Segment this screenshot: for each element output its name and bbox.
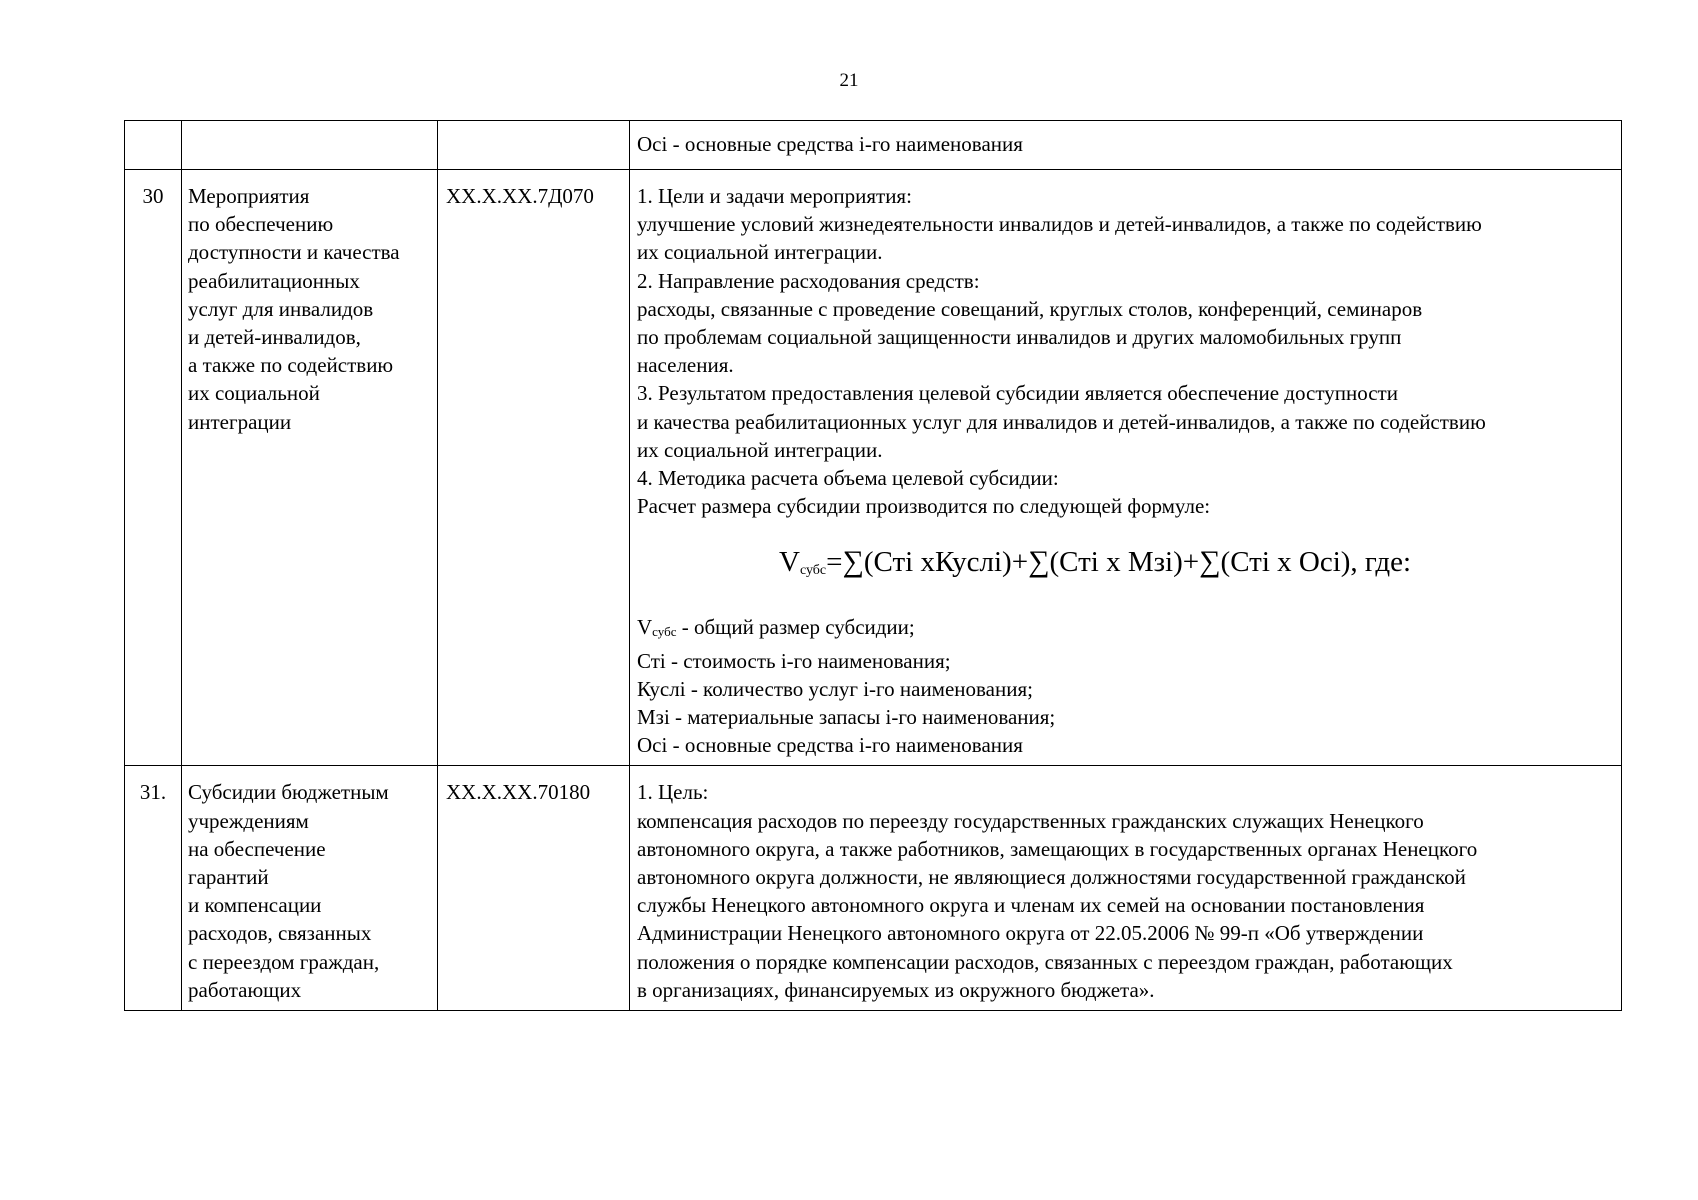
row-number-cell: 31. <box>125 766 182 1011</box>
name-line: работающих <box>188 977 302 1002</box>
description-line: их социальной интеграции. <box>637 437 883 462</box>
description-line: автономного округа должности, не являющиеся должностями государственной гражданской <box>637 865 1466 890</box>
definition-line: Куслi - количество услуг i-го наименования; <box>637 676 1033 701</box>
name-line: расходов, связанных <box>188 921 372 946</box>
description-line: 3. Результатом предоставления целевой субсидии является обеспечение доступности <box>637 381 1398 406</box>
continuation-text: Осi - основные средства i-го наименования <box>637 132 1023 156</box>
definition-v-symbol: V <box>637 615 653 640</box>
expenditure-table <box>124 120 1622 1011</box>
code-cell <box>438 121 630 170</box>
description-line: по проблемам социальной защищенности инвалидов и других маломобильных групп <box>637 325 1402 350</box>
name-line: реабилитационных <box>188 268 360 293</box>
name-line: и детей-инвалидов, <box>188 325 361 350</box>
name-line: Субсидии бюджетным <box>188 780 389 805</box>
name-cell <box>182 170 438 766</box>
description-cell <box>630 121 1622 170</box>
name-line: услуг для инвалидов <box>188 296 374 321</box>
description-line: 2. Направление расходования средств: <box>637 268 980 293</box>
row-number-cell <box>125 121 182 170</box>
description-line: расходы, связанные с проведение совещаний, круглых столов, конференций, семинаров <box>637 296 1423 321</box>
definition-v-subscript: субс <box>652 624 677 640</box>
description-line: и качества реабилитационных услуг для инвалидов и детей-инвалидов, а также по содействию <box>637 409 1486 434</box>
description-line: 1. Цель: <box>637 780 709 805</box>
sigma-symbol: ∑ <box>1199 545 1221 579</box>
name-line: и компенсации <box>188 893 322 918</box>
table-row-31 <box>125 766 1622 1011</box>
description-line: 1. Цели и задачи мероприятия: <box>637 184 912 208</box>
formula-v: V <box>779 546 800 579</box>
name-line: по обеспечению <box>188 212 334 237</box>
definition-v <box>637 613 1616 646</box>
sigma-symbol: ∑ <box>1028 545 1050 579</box>
name-cell <box>182 766 438 1011</box>
definition-line: Осi - основные средства i-го наименования <box>637 733 1023 758</box>
name-line: учреждениям <box>188 808 309 833</box>
description-line: их социальной интеграции. <box>637 240 883 265</box>
sigma-symbol: ∑ <box>842 545 864 579</box>
formula-term-1: (Стi хКуслi)+ <box>863 546 1029 579</box>
definition-line: Мзi - материальные запасы i-го наименования; <box>637 705 1056 730</box>
description-line: 4. Методика расчета объема целевой субсидии: <box>637 466 1059 491</box>
formula-term-2: (Стi х Мзi)+ <box>1049 546 1200 579</box>
description-line: компенсация расходов по переезду государственных гражданских служащих Ненецкого <box>637 808 1424 833</box>
row-number-cell: 30 <box>125 170 182 766</box>
definition-line: Стi - стоимость i-го наименования; <box>637 648 951 673</box>
description-line: Администрации Ненецкого автономного округа от 22.05.2006 № 99-п «Об утверждении <box>637 921 1424 946</box>
name-line: гарантий <box>188 865 269 890</box>
subsidy-formula <box>637 520 1616 613</box>
name-line: на обеспечение <box>188 836 326 861</box>
description-line: положения о порядке компенсации расходов, связанных с переездом граждан, работающих <box>637 949 1453 974</box>
description-line: населения. <box>637 353 734 378</box>
page-number: 21 <box>839 70 859 91</box>
table-row-continuation <box>125 121 1622 170</box>
name-line: с переездом граждан, <box>188 949 380 974</box>
formula-term-3: (Стi х Осi), где: <box>1220 546 1412 579</box>
description-line: в организациях, финансируемых из окружного бюджета». <box>637 977 1155 1002</box>
name-line: их социальной <box>188 381 320 406</box>
name-line: Мероприятия <box>188 184 310 208</box>
description-cell <box>630 170 1622 766</box>
code-cell: XX.X.XX.70180 <box>438 766 630 1011</box>
formula-equals: = <box>826 546 843 579</box>
name-line: доступности и качества <box>188 240 400 265</box>
code-cell: XX.X.XX.7Д070 <box>438 170 630 766</box>
name-line: а также по содействию <box>188 353 394 378</box>
description-line: автономного округа, а также работников, замещающих в государственных органах Ненецкого <box>637 836 1478 861</box>
description-line: улучшение условий жизнедеятельности инвалидов и детей-инвалидов, а также по содействию <box>637 212 1482 237</box>
definition-v-text: - общий размер субсидии; <box>676 615 915 640</box>
description-line: службы Ненецкого автономного округа и членам их семей на основании постановления <box>637 893 1425 918</box>
description-line: Расчет размера субсидии производится по следующей формуле: <box>637 494 1211 519</box>
formula-v-subscript: субс <box>799 563 827 579</box>
name-cell <box>182 121 438 170</box>
description-cell <box>630 766 1622 1011</box>
table-row-30 <box>125 170 1622 766</box>
name-line: интеграции <box>188 409 292 434</box>
